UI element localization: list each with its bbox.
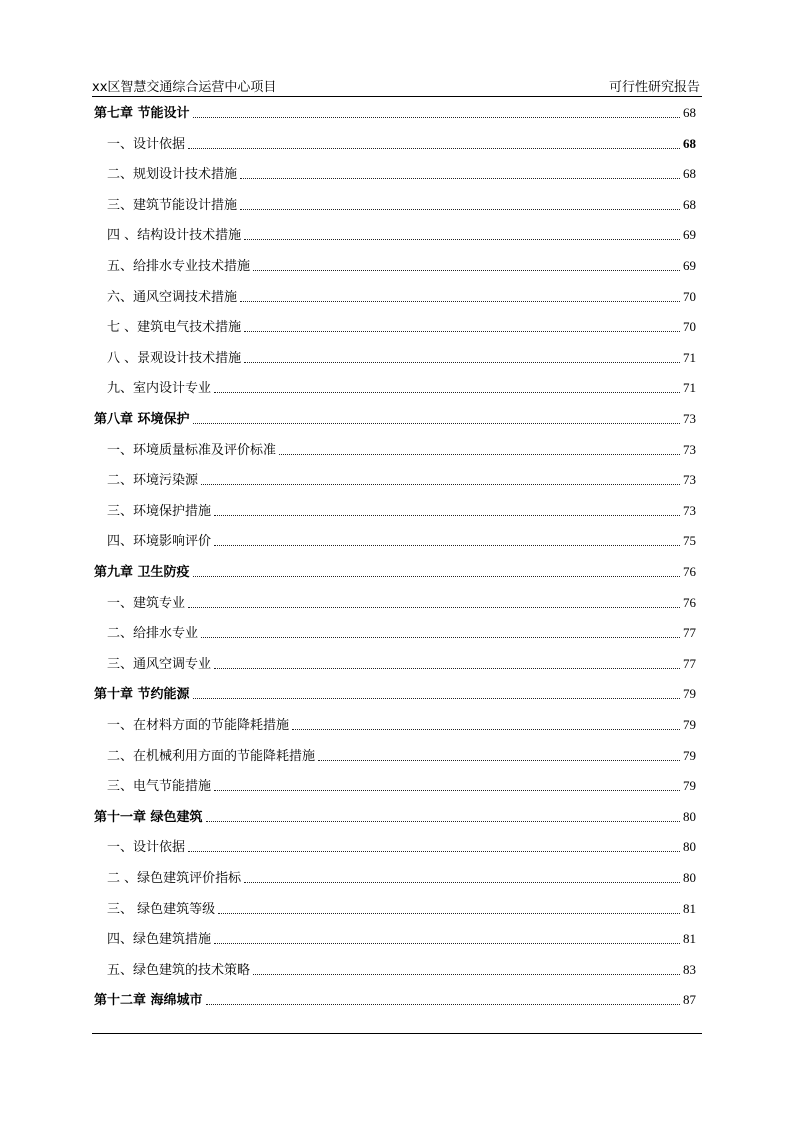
toc-chapter-entry[interactable] xyxy=(94,990,696,1008)
toc-section-entry[interactable] xyxy=(107,531,696,549)
toc-page-number: 73 xyxy=(683,411,696,426)
toc-entry-label: 二、在机械利用方面的节能降耗措施 xyxy=(107,748,316,764)
toc-page-number: 70 xyxy=(683,288,696,304)
toc-section-entry[interactable] xyxy=(107,837,696,855)
toc-page-number: 79 xyxy=(683,686,696,702)
toc-leader-dots xyxy=(193,117,680,118)
toc-page-number: 68 xyxy=(683,105,696,120)
toc-section-entry[interactable] xyxy=(107,195,696,213)
toc-page-number: 79 xyxy=(683,747,696,763)
toc-entry-label: 四、绿色建筑措施 xyxy=(107,932,212,948)
toc-section-entry[interactable] xyxy=(107,899,696,917)
toc-chapter-entry[interactable] xyxy=(94,807,696,825)
toc-entry-label: 第八章 环境保护 xyxy=(94,412,190,427)
toc-entry-label: 一、建筑专业 xyxy=(107,595,186,611)
toc-entry-label: 四、环境影响评价 xyxy=(107,534,212,550)
toc-section-entry[interactable] xyxy=(107,287,696,305)
toc-leader-dots xyxy=(214,943,680,944)
toc-leader-dots xyxy=(214,392,680,393)
toc-leader-dots xyxy=(244,882,680,883)
toc-entry-label: 三、建筑节能设计措施 xyxy=(107,197,238,213)
toc-page-number: 68 xyxy=(683,196,696,212)
toc-leader-dots xyxy=(188,148,680,149)
toc-leader-dots xyxy=(201,637,680,638)
toc-leader-dots xyxy=(214,515,680,516)
toc-chapter-entry[interactable] xyxy=(94,409,696,427)
toc-page-number: 69 xyxy=(683,227,696,243)
toc-section-entry[interactable] xyxy=(107,593,696,611)
toc-page-number: 80 xyxy=(683,808,696,824)
toc-section-entry[interactable] xyxy=(107,929,696,947)
toc-leader-dots xyxy=(218,913,680,914)
toc-page-number: 73 xyxy=(683,502,696,518)
toc-entry-label: 三、 绿色建筑等级 xyxy=(107,901,216,917)
toc-entry-label: 三、环境保护措施 xyxy=(107,503,212,519)
toc-entry-label: 八 、景观设计技术措施 xyxy=(107,350,242,366)
report-type: 可行性研究报告 xyxy=(608,80,700,95)
toc-page-number: 71 xyxy=(683,380,696,396)
toc-chapter-entry[interactable] xyxy=(94,684,696,702)
toc-chapter-entry[interactable] xyxy=(94,562,696,580)
toc-page-number: 79 xyxy=(683,717,696,732)
toc-section-entry[interactable] xyxy=(107,378,696,396)
toc-leader-dots xyxy=(292,729,680,730)
toc-entry-label: 一、在材料方面的节能降耗措施 xyxy=(107,718,290,733)
toc-entry-label: 二、给排水专业 xyxy=(107,626,199,642)
toc-page-number: 87 xyxy=(683,992,696,1008)
toc-entry-label: 三、电气节能措施 xyxy=(107,779,212,795)
toc-entry-label: 一、环境质量标准及评价标准 xyxy=(107,442,277,458)
toc-page-number: 69 xyxy=(683,258,696,273)
toc-section-entry[interactable] xyxy=(107,317,696,335)
toc-page-number: 73 xyxy=(683,441,696,457)
toc-page-number: 80 xyxy=(683,839,696,855)
toc-entry-label: 第七章 节能设计 xyxy=(94,106,190,121)
toc-section-entry[interactable] xyxy=(107,164,696,182)
toc-section-entry[interactable] xyxy=(107,715,696,733)
toc-page-number: 70 xyxy=(683,319,696,335)
toc-section-entry[interactable] xyxy=(107,348,696,366)
toc-entry-label: 第九章 卫生防疫 xyxy=(94,565,190,580)
toc-entry-label: 九、室内设计专业 xyxy=(107,381,212,397)
toc-entry-label: 七 、建筑电气技术措施 xyxy=(107,320,242,336)
toc-page-number: 80 xyxy=(683,870,696,885)
toc-section-entry[interactable] xyxy=(107,868,696,886)
toc-entry-label: 一、设计依据 xyxy=(107,840,186,856)
toc-chapter-entry[interactable] xyxy=(94,103,696,121)
toc-entry-label: 第十一章 绿色建筑 xyxy=(94,809,203,825)
toc-leader-dots xyxy=(188,851,680,852)
toc-section-entry[interactable] xyxy=(107,256,696,274)
toc-leader-dots xyxy=(244,362,680,363)
toc-leader-dots xyxy=(253,270,680,271)
toc-entry-label: 二 、绿色建筑评价指标 xyxy=(107,871,242,886)
toc-entry-label: 第十章 节约能源 xyxy=(94,687,190,703)
toc-leader-dots xyxy=(244,239,680,240)
toc-leader-dots xyxy=(240,209,680,210)
toc-page-number: 76 xyxy=(683,594,696,610)
toc-leader-dots xyxy=(240,301,680,302)
toc-leader-dots xyxy=(188,607,680,608)
toc-page-number: 76 xyxy=(683,564,696,579)
toc-leader-dots xyxy=(214,790,680,791)
toc-page-number: 71 xyxy=(683,349,696,365)
toc-section-entry[interactable] xyxy=(107,225,696,243)
toc-entry-label: 五、给排水专业技术措施 xyxy=(107,259,251,274)
footer-rule xyxy=(92,1033,702,1034)
toc-section-entry[interactable] xyxy=(107,470,696,488)
document-title: xx区智慧交通综合运营中心项目 xyxy=(92,80,277,95)
toc-leader-dots xyxy=(206,1004,680,1005)
toc-page-number: 83 xyxy=(683,961,696,977)
toc-entry-label: 二、规划设计技术措施 xyxy=(107,167,238,183)
toc-section-entry[interactable] xyxy=(107,440,696,458)
toc-section-entry[interactable] xyxy=(107,623,696,641)
toc-page-number: 68 xyxy=(683,166,696,182)
toc-section-entry[interactable] xyxy=(107,746,696,764)
toc-entry-label: 五、绿色建筑的技术策略 xyxy=(107,962,251,978)
toc-leader-dots xyxy=(244,331,680,332)
toc-leader-dots xyxy=(240,178,680,179)
toc-leader-dots xyxy=(253,974,680,975)
toc-section-entry[interactable] xyxy=(107,501,696,519)
toc-leader-dots xyxy=(193,423,680,424)
toc-entry-label: 六、通风空调技术措施 xyxy=(107,289,238,305)
toc-page-number: 77 xyxy=(683,625,696,641)
toc-leader-dots xyxy=(318,760,680,761)
toc-entry-label: 四 、结构设计技术措施 xyxy=(107,228,242,244)
page-header xyxy=(92,76,702,97)
toc-page-number: 81 xyxy=(683,900,696,916)
toc-entry-label: 三、通风空调专业 xyxy=(107,656,212,672)
toc-entry-label: 一、设计依据 xyxy=(107,136,186,152)
toc-leader-dots xyxy=(279,454,680,455)
toc-page-number: 79 xyxy=(683,778,696,794)
toc-page-number: 68 xyxy=(683,135,696,151)
toc-page-number: 75 xyxy=(683,533,696,549)
toc-entry-label: 第十二章 海绵城市 xyxy=(94,993,203,1009)
toc-section-entry[interactable] xyxy=(107,960,696,978)
toc-leader-dots xyxy=(206,821,680,822)
toc-leader-dots xyxy=(214,668,680,669)
toc-page-number: 73 xyxy=(683,472,696,488)
toc-page-number: 81 xyxy=(683,931,696,947)
toc-section-entry[interactable] xyxy=(107,654,696,672)
toc-section-entry[interactable] xyxy=(107,776,696,794)
toc-leader-dots xyxy=(214,545,680,546)
toc-entry-label: 二、环境污染源 xyxy=(107,473,199,489)
toc-section-entry[interactable] xyxy=(107,134,696,152)
toc-leader-dots xyxy=(193,576,680,577)
toc-page-number: 77 xyxy=(683,655,696,671)
toc-leader-dots xyxy=(201,484,680,485)
toc-leader-dots xyxy=(193,698,680,699)
